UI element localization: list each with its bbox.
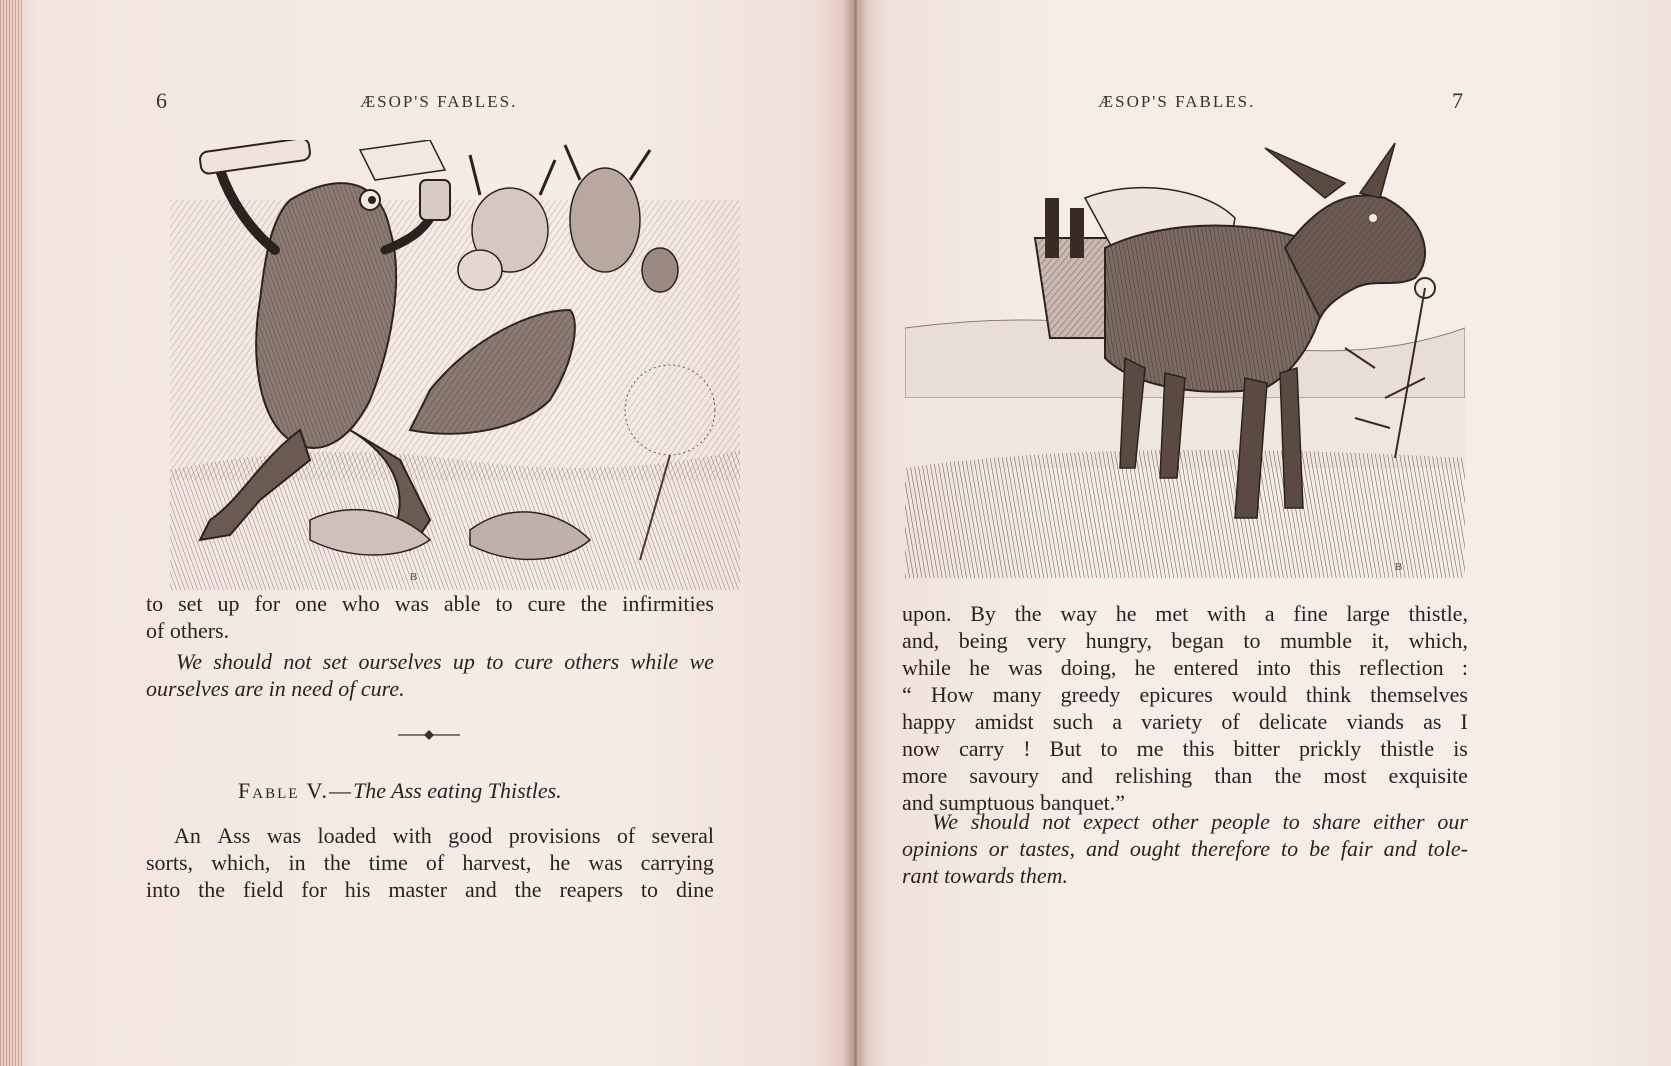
text-line: more savoury and relishing than the most exquisite: [902, 763, 1468, 788]
svg-text:B: B: [410, 571, 418, 583]
divider-ornament-icon: [398, 728, 460, 747]
text-line: and sumptuous banquet.”: [902, 790, 1126, 815]
moral-line: We should not set ourselves up to cure others while we: [176, 649, 714, 674]
text-line: of others.: [146, 618, 230, 643]
running-head-right: ÆSOP'S FABLES.: [1098, 92, 1256, 111]
text-line: while he was doing, he entered into this reflection :: [902, 655, 1468, 680]
continued-text-right: [902, 600, 1468, 816]
moral-line: rant towards them.: [902, 863, 1069, 888]
text-line: to set up for one who was able to cure the infirmities: [146, 591, 714, 616]
moral-line: opinions or tastes, and ought therefore to be fair and tole-: [902, 836, 1468, 861]
continued-text-left: [146, 590, 714, 644]
right-page: [855, 0, 1671, 1066]
fable-text-left: [146, 822, 714, 903]
text-line: and, being very hungry, began to mumble it, which,: [902, 628, 1468, 653]
moral-line: We should not expect other people to share either our: [932, 809, 1468, 834]
text-line: into the field for his master and the reapers to dine: [146, 877, 714, 902]
text-line: now carry ! But to me this bitter prickly thistle is: [902, 736, 1468, 761]
fable-heading: [238, 778, 562, 804]
text-line: sorts, which, in the time of harvest, he was carrying: [146, 850, 714, 875]
fable-heading-title: The Ass eating Thistles.: [353, 778, 562, 803]
page-edges: [0, 0, 22, 1066]
page-number-left: 6: [156, 88, 167, 113]
text-line: An Ass was loaded with good provisions of several: [174, 823, 714, 848]
running-head-left: ÆSOP'S FABLES.: [360, 92, 518, 111]
moral-right: [902, 808, 1468, 889]
text-line: “ How many greedy epicures would think themselves: [902, 682, 1468, 707]
text-line: happy amidst such a variety of delicate viands as I: [902, 709, 1468, 734]
donkey-eating-thistle-engraving: [905, 138, 1465, 578]
moral-left: [146, 648, 714, 702]
frog-physician-engraving: [170, 140, 740, 590]
svg-text:B: B: [1395, 561, 1403, 573]
page-number-right: 7: [1452, 88, 1463, 113]
fable-heading-label: Fable V.—: [238, 778, 354, 803]
book-gutter: [842, 0, 868, 1066]
text-line: upon. By the way he met with a fine large thistle,: [902, 601, 1468, 626]
moral-line: ourselves are in need of cure.: [146, 676, 405, 701]
